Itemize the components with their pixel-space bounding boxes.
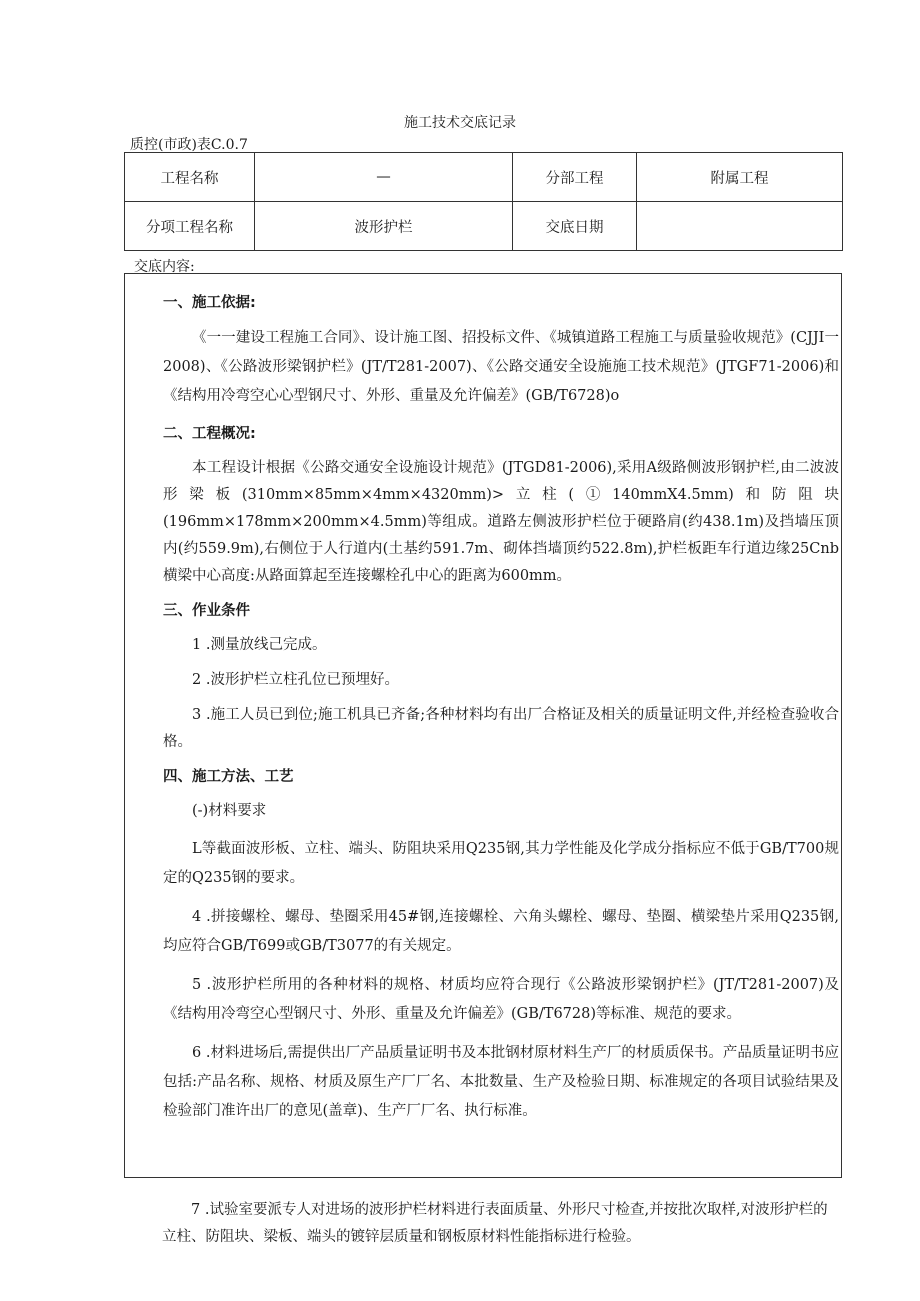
- table-row: [125, 202, 843, 251]
- basis-paragraph: 《一一建设工程施工合同》、设计施工图、招投标文件、《城镇道路工程施工与质量验收规范》(CJJI一2008)、《公路波形梁钢护栏》(JT/T281-2007)、《公路交通安全设施施工技术规范》(JTGF71-2006)和《结构用冷弯空心心型钢尺寸、外形、重量及允许偏差》(GB/T6728)o: [163, 330, 839, 404]
- content-label: 交底内容:: [134, 259, 195, 275]
- material-paragraph-5: 5 .波形护栏所用的各种材料的规格、材质均应符合现行《公路波形梁钢护栏》(JT/T281-2007)及《结构用冷弯空心型钢尺寸、外形、重量及允许偏差》(GB/T6728)等标准、规范的要求。: [163, 977, 839, 1022]
- date-value: [637, 202, 843, 251]
- condition-item-2: 2 .波形护栏立柱孔位已预埋好。: [192, 672, 399, 688]
- material-paragraph-6: 6 .材料进场后,需提供出厂产品质量证明书及本批钢材原材料生产厂的材质质保书。产品质量证明书应包括:产品名称、规格、材质及原生产厂厂名、本批数量、生产及检验日期、标准规定的各项目试验结果及检验部门准许出厂的意见(盖章)、生产厂厂名、执行标准。: [163, 1045, 839, 1119]
- project-name-label: 工程名称: [125, 153, 255, 202]
- material-paragraph-7: 7 .试验室要派专人对进场的波形护栏材料进行表面质量、外形尺寸检查,并按批次取样,对波形护栏的立柱、防阻块、梁板、端头的镀锌层质量和钢板原材料性能指标进行检验。: [162, 1202, 828, 1245]
- project-name-value: —: [255, 153, 513, 202]
- date-label: 交底日期: [513, 202, 637, 251]
- material-subheading: (-)材料要求: [192, 803, 267, 819]
- subitem-label: 分项工程名称: [125, 202, 255, 251]
- content-body: [163, 290, 839, 1126]
- section-heading-overview: 二、工程概况:: [163, 426, 256, 442]
- division-label: 分部工程: [513, 153, 637, 202]
- division-value: 附属工程: [637, 153, 843, 202]
- section-heading-methods: 四、施工方法、工艺: [163, 769, 294, 785]
- project-info-table: [124, 152, 843, 251]
- content-box: [124, 273, 842, 1178]
- after-box-text: [124, 1197, 842, 1251]
- overview-paragraph: 本工程设计根据《公路交通安全设施设计规范》(JTGD81-2006),采用A级路侧波形钢护栏,由二波波形梁板(310mm×85mm×4mm×4320mm)>立柱(①140mmX4.5mm)和防阻块(196mm×178mm×200mm×4.5mm)等组成。道路左侧波形护栏位于硬路肩(约438.1m)及挡墙压顶内(约559.9m),右侧位于人行道内(土基约591.7m、砌体挡墙顶约522.8m),护栏板距车行道边缘25Cnb横梁中心高度:从路面算起至连接螺栓孔中心的距离为600mm。: [163, 460, 839, 584]
- material-paragraph-4: 4 .拼接螺栓、螺母、垫圈采用45#钢,连接螺栓、六角头螺栓、螺母、垫圈、横梁垫片采用Q235钢,均应符合GB/T699或GB/T3077的有关规定。: [163, 909, 839, 954]
- document-title: 施工技术交底记录: [404, 115, 516, 131]
- section-heading-basis: 一、施工依据:: [163, 295, 256, 311]
- section-heading-conditions: 三、作业条件: [163, 603, 250, 619]
- table-row: [125, 153, 843, 202]
- condition-item-3: 3 .施工人员已到位;施工机具已齐备;各种材料均有出厂合格证及相关的质量证明文件,并经检查验收合格。: [163, 707, 839, 750]
- subitem-value: 波形护栏: [255, 202, 513, 251]
- form-code: 质控(市政)表C.0.7: [130, 137, 248, 153]
- condition-item-1: 1 .测量放线己完成。: [192, 637, 327, 653]
- material-paragraph-1: L等截面波形板、立柱、端头、防阻块采用Q235钢,其力学性能及化学成分指标应不低于GB/T700规定的Q235钢的要求。: [163, 841, 839, 886]
